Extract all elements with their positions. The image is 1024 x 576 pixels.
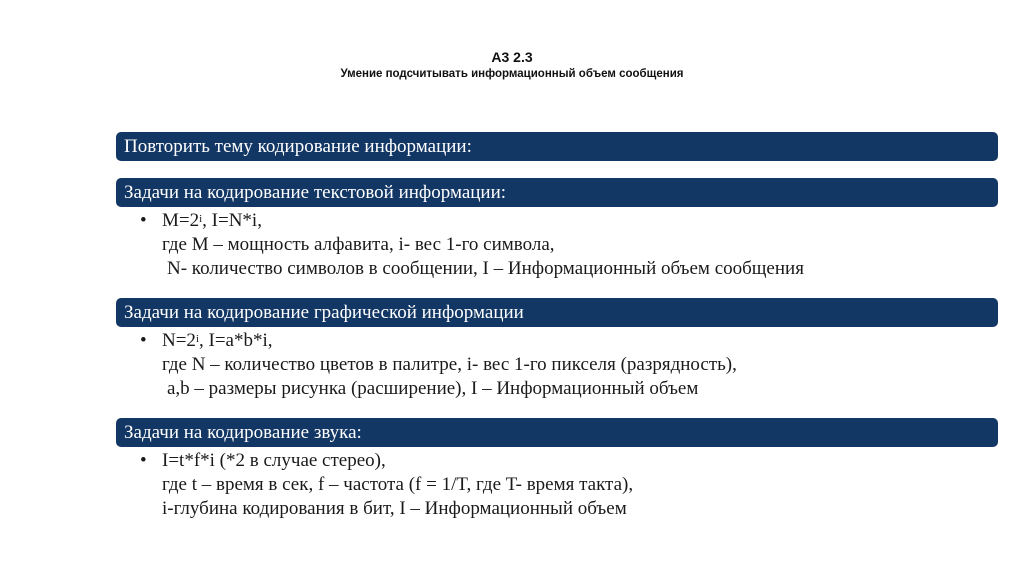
formula-text-encoding: $M=2^i$, I=N*i, [162,210,262,231]
formula-graphic-encoding: $N=2^i$, I=a*b*i, [162,330,273,351]
text-encoding-line-3: N- количество символов в сообщении, I – Информационный объем сообщения [167,258,804,279]
title-subtitle: Умение подсчитывать информационный объем сообщения [340,68,684,80]
bullet-icon: • [140,210,147,231]
formula-sound-encoding: I=t*f*i (*2 в случае стерео), [162,450,386,471]
bullet-icon: • [140,450,147,471]
graphic-encoding-line-3: a,b – размеры рисунка (расширение), I – Информационный объем [167,378,699,399]
section-header-graphic-encoding: Задачи на кодирование графической информации [116,298,998,327]
graphic-encoding-line-2: где N – количество цветов в палитре, i- вес 1-го пикселя (разрядность), [162,354,737,375]
sound-encoding-line-3: i-глубина кодирования в бит, I – Информационный объем [162,498,627,519]
bullet-sound-encoding [140,449,1000,521]
bullet-graphic-encoding [140,329,1000,401]
slide-title [0,48,1024,82]
bullet-text-encoding [140,209,1000,281]
sound-encoding-line-2: где t – время в сек, f – частота (f = 1/T, где T- время такта), [162,474,634,495]
title-code: А3 2.3 [491,49,533,65]
section-header-sound-encoding: Задачи на кодирование звука: [116,418,998,447]
text-encoding-line-2: где M – мощность алфавита, i- вес 1-го символа, [162,234,555,255]
section-header-repeat-topic: Повторить тему кодирование информации: [116,132,998,161]
bullet-icon: • [140,330,147,351]
section-header-text-encoding: Задачи на кодирование текстовой информации: [116,178,998,207]
